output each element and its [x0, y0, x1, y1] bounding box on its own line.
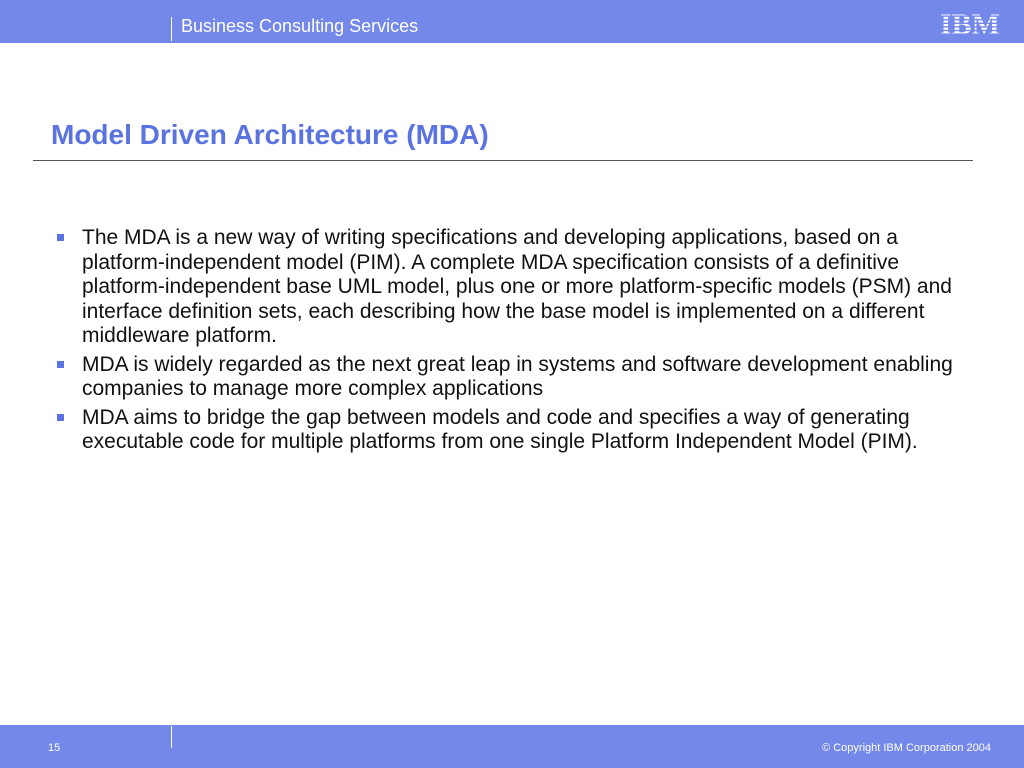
- square-bullet-icon: [57, 234, 64, 241]
- bullet-text: The MDA is a new way of writing specifications and developing applications, based on a platform-independent model (PIM). A complete MDA specification consists of a definitive platform-independent base UML model, plus one or more platform-specific models (PSM) and interface definition sets, each describing how the base model is implemented on a different middleware platform.: [82, 226, 952, 347]
- ibm-logo-lettering: IBM: [940, 8, 1000, 41]
- square-bullet-icon: [57, 414, 64, 421]
- header-divider: [171, 17, 172, 41]
- list-item: [55, 406, 975, 455]
- title-underline: [33, 160, 973, 161]
- list-item: [55, 226, 975, 349]
- ibm-logo: [940, 6, 1000, 41]
- list-item: [55, 353, 975, 402]
- footer-divider: [171, 726, 172, 748]
- footer-bar: [0, 725, 1024, 768]
- slide-title: Model Driven Architecture (MDA): [51, 119, 489, 150]
- header-bar: [0, 0, 1024, 43]
- page-number: 15: [48, 742, 61, 754]
- bullet-text: MDA aims to bridge the gap between models and code and specifies a way of generating executable code for multiple platforms from one single Platform Independent Model (PIM).: [82, 405, 918, 453]
- bullet-text: MDA is widely regarded as the next great leap in systems and software development enabling companies to manage more complex applications: [82, 352, 953, 400]
- copyright-notice: © Copyright IBM Corporation 2004: [822, 742, 991, 754]
- header-title: Business Consulting Services: [181, 16, 419, 36]
- bullet-list: [55, 226, 975, 459]
- square-bullet-icon: [57, 361, 64, 368]
